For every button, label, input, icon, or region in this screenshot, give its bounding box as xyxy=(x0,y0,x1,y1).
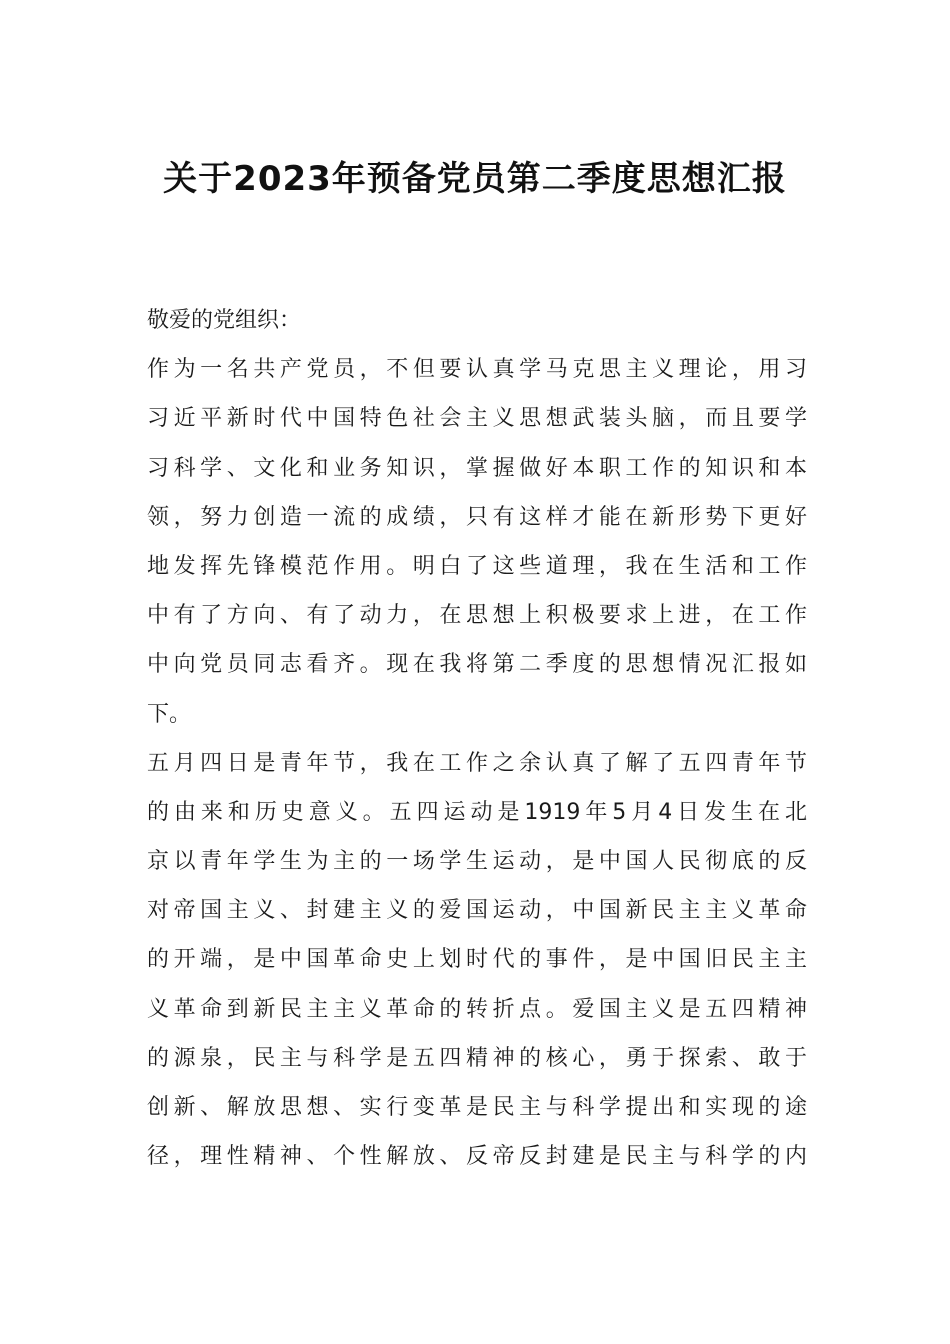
paragraph-line: 习科学、文化和业务知识，掌握做好本职工作的知识和本 xyxy=(147,455,807,481)
paragraph-line: 领，努力创造一流的成绩，只有这样才能在新形势下更好 xyxy=(147,504,807,530)
document-body xyxy=(147,296,807,1181)
paragraph-line: 中有了方向、有了动力，在思想上积极要求上进，在工作 xyxy=(147,603,807,629)
paragraph-line: 五月四日是青年节，我在工作之余认真了解了五四青年节 xyxy=(147,750,807,776)
paragraph-line: 的源泉，民主与科学是五四精神的核心，勇于探索、敢于 xyxy=(147,1045,807,1071)
paragraph-line: 的由来和历史意义。五四运动是1919年5月4日发生在北 xyxy=(147,799,807,825)
paragraph-line: 京以青年学生为主的一场学生运动，是中国人民彻底的反 xyxy=(147,849,807,875)
salutation-line: 敬爱的党组织： xyxy=(147,308,302,333)
paragraph-line: 中向党员同志看齐。现在我将第二季度的思想情况汇报如 xyxy=(147,652,807,678)
document-title: 关于2023年预备党员第二季度思想汇报 xyxy=(163,159,787,199)
paragraph-line: 创新、解放思想、实行变革是民主与科学提出和实现的途 xyxy=(147,1095,807,1120)
paragraph-line: 习近平新时代中国特色社会主义思想武装头脑，而且要学 xyxy=(147,406,807,432)
paragraph-line: 义革命到新民主主义革命的转折点。爱国主义是五四精神 xyxy=(147,996,807,1022)
paragraph-line: 对帝国主义、封建主义的爱国运动，中国新民主主义革命 xyxy=(147,898,807,924)
paragraph-line: 径，理性精神、个性解放、反帝反封建是民主与科学的内 xyxy=(147,1144,807,1170)
paragraph-line: 的开端，是中国革命史上划时代的事件，是中国旧民主主 xyxy=(147,947,807,973)
paragraph-line: 地发挥先锋模范作用。明白了这些道理，我在生活和工作 xyxy=(147,553,807,579)
paragraph-line: 作为一名共产党员，不但要认真学马克思主义理论，用习 xyxy=(147,357,807,383)
paragraph-line: 下。 xyxy=(147,701,192,727)
